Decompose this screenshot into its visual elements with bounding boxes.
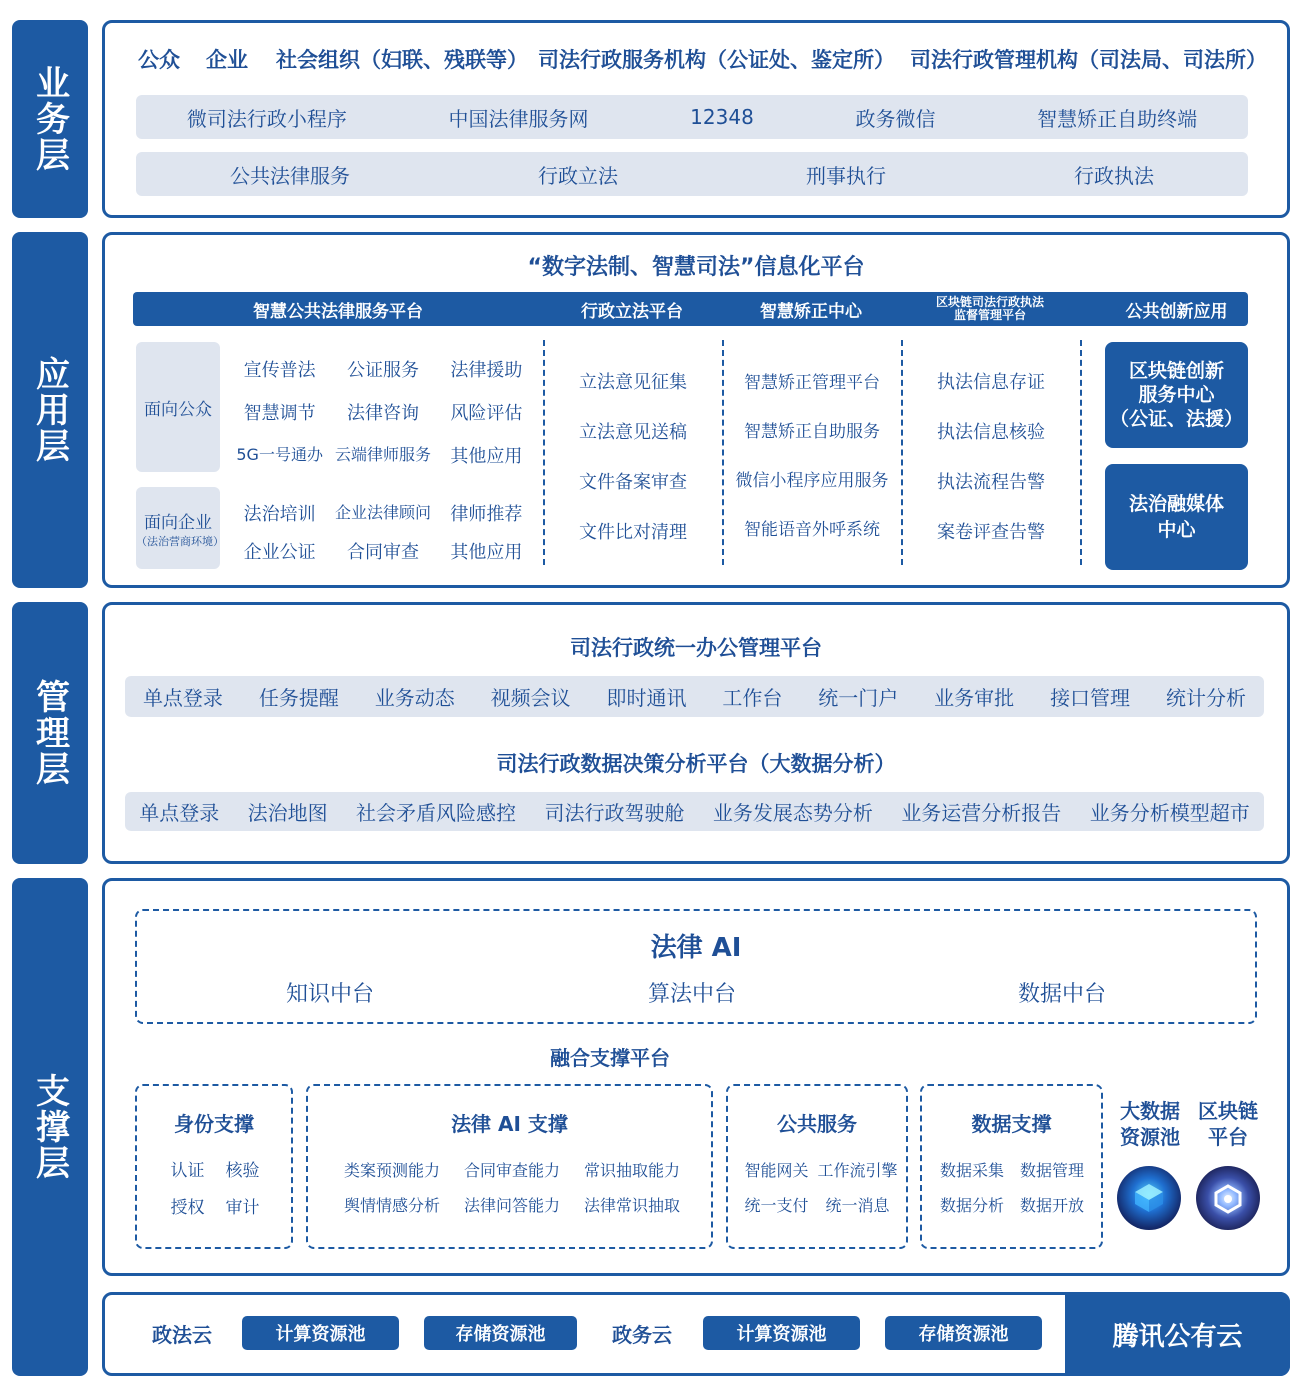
blockchain-item: 执法信息核验 bbox=[937, 422, 1045, 443]
enterprise-sublabel: （法治营商环境） bbox=[136, 534, 224, 548]
office-item: 统计分析 bbox=[1165, 686, 1246, 710]
zhengwu-cloud-label: 政务云 bbox=[612, 1322, 672, 1347]
legal-ai-support-title: 法律 AI 支撑 bbox=[451, 1111, 568, 1136]
support-layer-label: 支撑层 bbox=[12, 878, 88, 1376]
header-correction: 智慧矫正中心 bbox=[760, 301, 862, 322]
data-support-items bbox=[932, 1158, 1092, 1216]
decision-item: 业务发展态势分析 bbox=[712, 801, 873, 825]
services-row bbox=[136, 152, 1248, 196]
channel-item: 中国法律服务网 bbox=[448, 106, 589, 131]
zhengwu-compute-pool: 计算资源池 bbox=[703, 1316, 860, 1350]
blockchain-item: 执法流程告警 bbox=[937, 472, 1045, 493]
public-service-item: 智能网关 bbox=[744, 1161, 809, 1180]
enterprise-item: 律师推荐 bbox=[450, 504, 523, 525]
media-center: 法治融媒体 中心 bbox=[1105, 464, 1248, 570]
correction-item: 智能语音外呼系统 bbox=[744, 520, 880, 540]
blockchain-items bbox=[903, 368, 1079, 544]
legislation-item: 立法意见送稿 bbox=[579, 422, 687, 443]
public-service-item: 统一支付 bbox=[744, 1196, 809, 1215]
application-title: “数字法制、智慧司法”信息化平台 bbox=[527, 254, 865, 280]
blockchain-icon bbox=[1196, 1166, 1260, 1230]
blockchain-innovation-center: 区块链创新 服务中心 （公证、法援） bbox=[1105, 342, 1248, 448]
identity-item: 审计 bbox=[225, 1198, 260, 1218]
knowledge-platform: 知识中台 bbox=[285, 981, 374, 1007]
user-social-org: 社会组织（妇联、残联等） bbox=[276, 48, 528, 72]
decision-platform-row bbox=[125, 792, 1264, 831]
office-item: 工作台 bbox=[722, 686, 783, 710]
enterprise-label: 面向企业 bbox=[144, 512, 212, 533]
enterprise-item: 企业公证 bbox=[243, 542, 316, 563]
zhengwu-storage-pool: 存储资源池 bbox=[885, 1316, 1042, 1350]
correction-item: 微信小程序应用服务 bbox=[735, 471, 889, 491]
user-enterprise: 企业 bbox=[206, 48, 248, 72]
data-support-item: 数据开放 bbox=[1019, 1196, 1084, 1215]
office-item: 业务动态 bbox=[374, 686, 455, 710]
public-item: 公证服务 bbox=[346, 360, 419, 381]
decision-item: 业务分析模型超市 bbox=[1089, 801, 1250, 825]
public-item: 云端律师服务 bbox=[334, 445, 431, 464]
office-item: 视频会议 bbox=[490, 686, 571, 710]
office-platform-row bbox=[125, 676, 1264, 717]
public-item: 智慧调节 bbox=[243, 403, 316, 424]
bigdata-pool-label: 大数据 资源池 bbox=[1120, 1099, 1180, 1149]
data-support-title: 数据支撑 bbox=[971, 1111, 1052, 1136]
decision-item: 单点登录 bbox=[139, 801, 220, 825]
public-item: 宣传普法 bbox=[243, 360, 316, 381]
service-item: 公共法律服务 bbox=[230, 163, 350, 188]
data-support-item: 数据管理 bbox=[1019, 1161, 1084, 1180]
decision-item: 业务运营分析报告 bbox=[901, 801, 1062, 825]
channels-row bbox=[136, 95, 1248, 139]
management-layer-label: 管理层 bbox=[12, 602, 88, 864]
header-legislation: 行政立法平台 bbox=[581, 301, 683, 322]
public-items bbox=[228, 356, 538, 468]
legislation-item: 文件比对清理 bbox=[579, 522, 687, 543]
enterprise-item: 其他应用 bbox=[450, 542, 523, 563]
identity-items bbox=[160, 1156, 270, 1218]
data-support-item: 数据分析 bbox=[939, 1196, 1004, 1215]
public-item: 法律援助 bbox=[450, 360, 523, 381]
blockchain-item: 案卷评查告警 bbox=[937, 522, 1045, 543]
office-item: 任务提醒 bbox=[258, 686, 339, 710]
office-item: 单点登录 bbox=[142, 686, 223, 710]
identity-item: 授权 bbox=[170, 1198, 205, 1218]
public-item: 其他应用 bbox=[450, 446, 523, 467]
data-support-item: 数据采集 bbox=[939, 1161, 1004, 1180]
office-platform-title: 司法行政统一办公管理平台 bbox=[570, 636, 822, 660]
identity-item: 核验 bbox=[225, 1161, 260, 1181]
public-item: 5G一号通办 bbox=[236, 445, 323, 464]
public-service-title: 公共服务 bbox=[777, 1111, 857, 1136]
service-item: 刑事执行 bbox=[806, 163, 886, 188]
legislation-item: 文件备案审查 bbox=[579, 472, 687, 493]
public-service-item: 工作流引擎 bbox=[817, 1161, 898, 1180]
algorithm-platform: 算法中台 bbox=[647, 981, 736, 1007]
user-admin-org: 司法行政管理机构（司法局、司法所） bbox=[910, 48, 1267, 72]
fusion-title: 融合支撑平台 bbox=[550, 1045, 670, 1070]
public-item: 法律咨询 bbox=[346, 403, 419, 424]
header-public-legal: 智慧公共法律服务平台 bbox=[253, 301, 423, 322]
data-platform: 数据中台 bbox=[1017, 981, 1106, 1007]
channel-item: 智慧矫正自助终端 bbox=[1037, 106, 1198, 131]
decision-item: 社会矛盾风险感控 bbox=[356, 801, 517, 825]
tencent-cloud-label: 腾讯公有云 bbox=[1112, 1321, 1243, 1352]
identity-item: 认证 bbox=[170, 1161, 205, 1181]
office-item: 业务审批 bbox=[934, 686, 1015, 710]
channel-item: 12348 bbox=[690, 105, 754, 129]
office-item: 统一门户 bbox=[818, 686, 899, 710]
application-layer-label: 应用层 bbox=[12, 232, 88, 588]
enterprise-item: 法治培训 bbox=[243, 504, 316, 525]
enterprise-item: 企业法律顾问 bbox=[334, 503, 431, 522]
business-layer-label: 业务层 bbox=[12, 20, 88, 218]
legal-ai-item: 舆情情感分析 bbox=[343, 1196, 440, 1215]
decision-item: 司法行政驾驶舱 bbox=[544, 801, 685, 825]
legislation-items bbox=[545, 368, 721, 544]
zhengfa-cloud-label: 政法云 bbox=[152, 1322, 212, 1347]
public-label: 面向公众 bbox=[136, 342, 220, 472]
correction-item: 智慧矫正管理平台 bbox=[744, 373, 880, 393]
enterprise-label-box bbox=[136, 487, 224, 569]
zhengfa-compute-pool: 计算资源池 bbox=[242, 1316, 399, 1350]
service-item: 行政执法 bbox=[1074, 163, 1154, 188]
legal-ai-item: 法律问答能力 bbox=[463, 1196, 560, 1215]
user-public: 公众 bbox=[138, 48, 180, 72]
legal-ai-item: 法律常识抽取 bbox=[583, 1196, 680, 1215]
legal-ai-item: 合同审查能力 bbox=[463, 1161, 560, 1180]
correction-item: 智慧矫正自助服务 bbox=[744, 422, 880, 442]
separator bbox=[1080, 340, 1082, 565]
office-item: 即时通讯 bbox=[606, 686, 687, 710]
channel-item: 微司法行政小程序 bbox=[186, 106, 347, 131]
office-item: 接口管理 bbox=[1050, 686, 1131, 710]
blockchain-platform-label: 区块链 平台 bbox=[1198, 1099, 1258, 1149]
legal-ai-title: 法律 AI bbox=[650, 932, 742, 963]
public-service-item: 统一消息 bbox=[825, 1196, 890, 1215]
legislation-item: 立法意见征集 bbox=[579, 372, 687, 393]
header-blockchain-enforcement: 区块链司法行政执法 监督管理平台 bbox=[935, 295, 1044, 322]
decision-platform-title: 司法行政数据决策分析平台（大数据分析） bbox=[496, 752, 896, 776]
enterprise-item: 合同审查 bbox=[346, 542, 419, 563]
blockchain-item: 执法信息存证 bbox=[937, 372, 1045, 393]
service-item: 行政立法 bbox=[538, 163, 618, 188]
legal-ai-support-items bbox=[332, 1158, 692, 1216]
identity-title: 身份支撑 bbox=[174, 1111, 254, 1136]
legal-ai-item: 类案预测能力 bbox=[343, 1161, 440, 1180]
decision-item: 法治地图 bbox=[247, 801, 328, 825]
header-innovation: 公共创新应用 bbox=[1125, 301, 1228, 322]
correction-items bbox=[724, 368, 900, 540]
public-item: 风险评估 bbox=[450, 403, 523, 424]
legal-ai-item: 常识抽取能力 bbox=[583, 1161, 680, 1180]
public-service-items bbox=[736, 1158, 898, 1216]
channel-item: 政务微信 bbox=[855, 106, 936, 131]
user-service-org: 司法行政服务机构（公证处、鉴定所） bbox=[538, 48, 895, 72]
bigdata-icon bbox=[1117, 1166, 1181, 1230]
enterprise-items bbox=[228, 500, 538, 564]
zhengfa-storage-pool: 存储资源池 bbox=[424, 1316, 577, 1350]
